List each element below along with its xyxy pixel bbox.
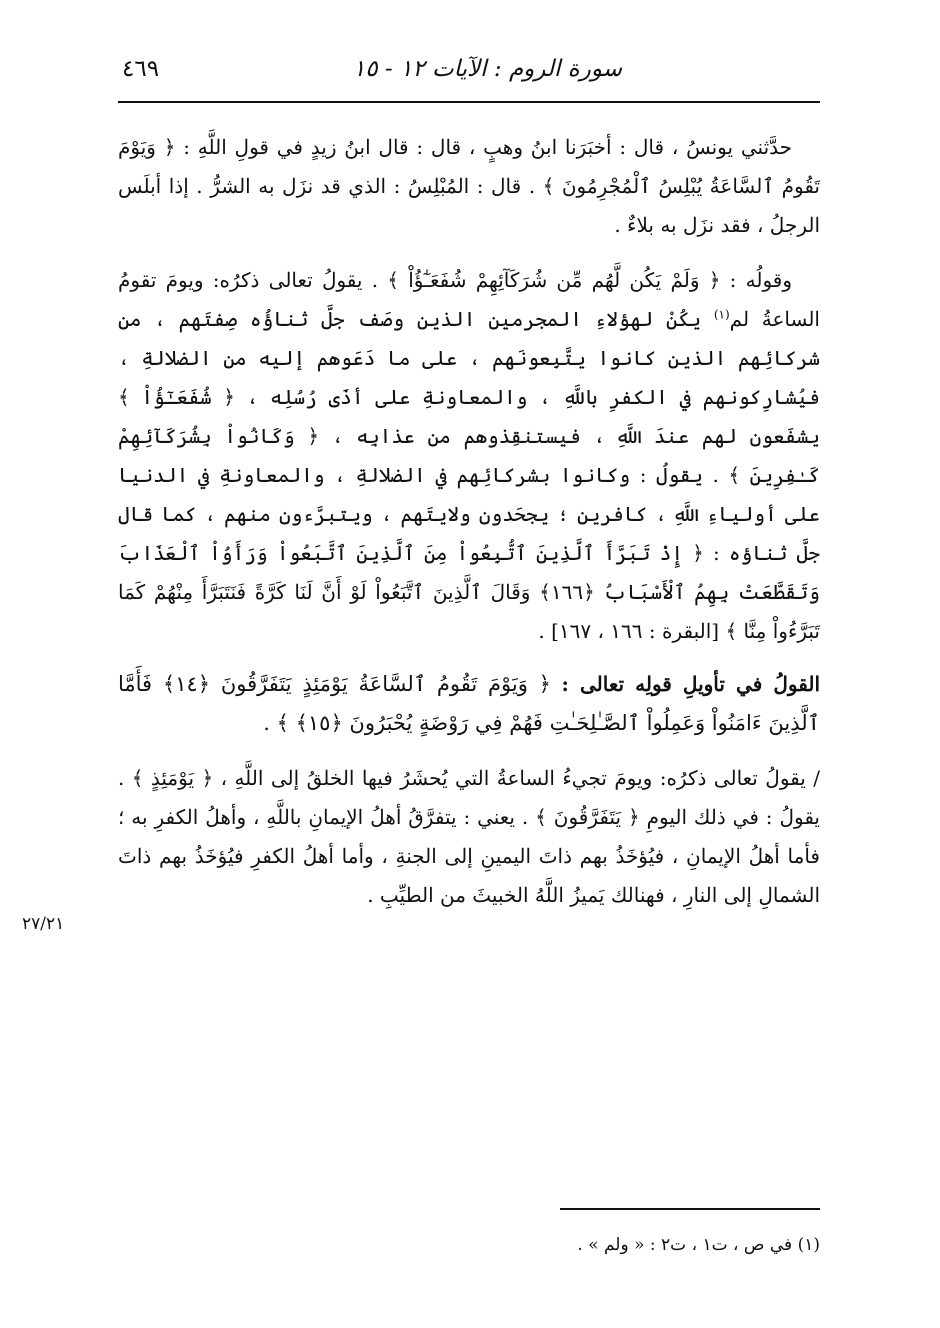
- paragraph-interpretation: / يقولُ تعالى ذكرُه: ويومَ تجيءُ الساعةُ التي يُحشَرُ فيها الخلقُ إلى اللَّهِ ، ﴿ يَوْمَئِذٍ ﴾ . يقولُ : في ذلك اليومِ ﴿ يَتَفَرَّقُونَ ﴾ . يعني : يتفرَّقُ أهلُ الإيمانِ باللَّهِ ، وأهلُ الكفرِ به ؛ فأما أهلُ الإيمانِ ، فيُؤخَذُ بهم ذاتَ اليمينِ إلى الجنةِ ، وأما أهلُ الكفرِ فيُؤخَذُ بهم ذاتَ الشمالِ إلى النارِ ، فهنالك يَميزُ اللَّهُ الخبيثَ من الطيِّبِ .: [118, 766, 820, 907]
- footnote-rule: [560, 1208, 820, 1210]
- page-number: ٤٦٩: [122, 56, 160, 82]
- commentary-text-rest: يكُنْ لهؤلاءِ المجرمين الذين وصَف جلَّ ثناؤُه صِفتَهم ، من شركائِهم الذين كانوا يتَّبِعونَهم ، على ما دَعَوهم إليه من الضلالةِ ، فيُشارِكونهم في الكفرِ باللَّهِ ، والمعاونةِ على أذَى رُسُلِه ، ﴿ شُفَعَـٰٓؤُاْ ﴾ يشفَعون لهم عندَ اللَّهِ ، فيستنقِذوهم من عذابِه ، ﴿ وَكَانُواْ بِشُرَكَآئِهِمْ كَـٰفِرِينَ ﴾ . يقولُ : وكانوا بشركائِهم في الضلالةِ ، والمعاونةِ في الدنيا على أولياءِ اللَّهِ ، كافرين ؛ يجحَدون ولايتَهم ، ويتبرَّءون منهم ، كما قال جلَّ ثناؤه : ﴿ إِذْ تَبَرَّأَ ٱلَّذِينَ ٱتُّبِعُواْ مِنَ ٱلَّذِينَ ٱتَّبَعُواْ وَرَأَوُاْ ٱلْعَذَابَ وَتَقَطَّعَتْ بِهِمُ ٱلْأَسْبَابُ ﴿١٦٦﴾ وَقَالَ ٱلَّذِينَ ٱتَّبَعُواْ لَوْ أَنَّ لَنَا كَرَّةً فَنَتَبَرَّأَ مِنْهُمْ كَمَا تَبَرَّءُواْ مِنَّا ﴾ [البقرة : ١٦٦ ، ١٦٧] .: [118, 307, 820, 643]
- running-title: سورة الروم : الآيات ١٢ - ١٥: [352, 56, 622, 82]
- paragraph-hadith: حدَّثني يونسُ ، قال : أخبَرَنا ابنُ وهبٍ ، قال : قال ابنُ زيدٍ في قولِ اللَّهِ : ﴿ وَيَوْمَ تَقُومُ ٱلسَّاعَةُ يُبْلِسُ ٱلْمُجْرِمُونَ ﴾ . قال : المُبْلِسُ : الذي قد نزَل به الشرُّ . إذا أبلَس الرجلُ ، فقد نزَل به بلاءٌ .: [118, 135, 820, 237]
- section-heading-paragraph: [118, 665, 820, 743]
- margin-reference: ٢٧/٢١: [22, 914, 65, 934]
- footnote-marker: (١): [713, 307, 730, 322]
- paragraph-commentary: [118, 261, 820, 651]
- footnote: (١) في ص ، ت١ ، ت٢ : « ولم » .: [577, 1235, 820, 1255]
- commentary-text-start: وقولُه : ﴿ وَلَمْ يَكُن لَّهُم مِّن شُرَكَآئِهِمْ شُفَعَـٰٓؤُاْ ﴾ . يقولُ تعالى ذكرُه: ويومَ تقومُ الساعةُ لم: [118, 268, 820, 331]
- main-text: [118, 128, 820, 915]
- heading-verse: ﴿ وَيَوْمَ تَقُومُ ٱلسَّاعَةُ يَوْمَئِذٍ يَتَفَرَّقُونَ ﴿١٤﴾ فَأَمَّا ٱلَّذِينَ ءَامَنُواْ وَعَمِلُواْ ٱلصَّـٰلِحَـٰتِ فَهُمْ فِي رَوْضَةٍ يُحْبَرُونَ ﴿١٥﴾ ﴾ .: [118, 672, 820, 735]
- page-header: [118, 52, 818, 92]
- header-rule: [118, 101, 820, 103]
- section-heading: القولُ في تأويلِ قولِه تعالى :: [561, 672, 820, 696]
